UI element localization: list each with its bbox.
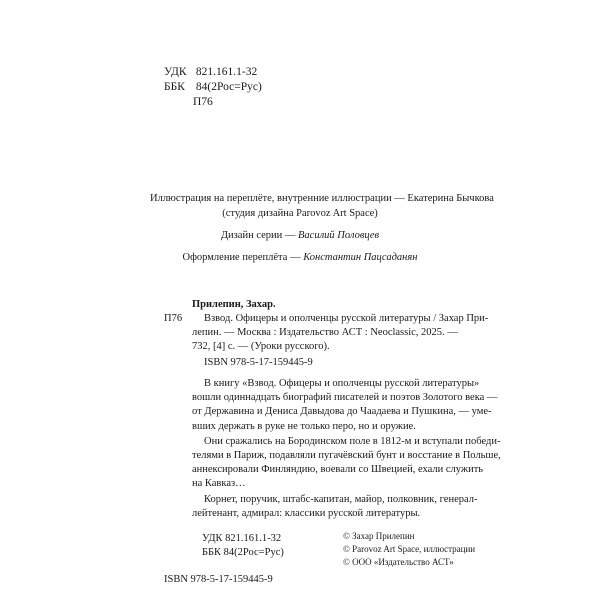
annotation-line: на Кавказ…	[192, 478, 246, 490]
illustration-credit-line2: (студия дизайна Parovoz Art Space)	[222, 208, 378, 219]
annotation-line: Они сражались на Бородинском поле в 1812-м и вступали победи-	[204, 435, 501, 447]
bbk-value: 84(2Рос=Рус)	[195, 81, 262, 93]
bottom-isbn: ISBN 978-5-17-159445-9	[164, 574, 273, 585]
bottom-codes-block	[202, 532, 284, 560]
copyright-line: © ООО «Издательство АСТ»	[343, 557, 454, 567]
bottom-bbk: ББК 84(2Рос=Рус)	[202, 547, 284, 559]
bbk-row	[164, 80, 262, 95]
catalog-author-mark: П76	[164, 313, 183, 324]
series-design-name: Василий Половцев	[298, 230, 380, 241]
catalog-description	[192, 312, 488, 370]
annotation-line: лейтенант, адмирал: классики русской литературы.	[192, 507, 421, 519]
description-line: 732, [4] с. — (Уроки русского).	[192, 341, 330, 353]
annotation-block	[192, 377, 501, 521]
udk-label: УДК	[164, 66, 187, 78]
udk-value: 821.161.1-32	[195, 66, 258, 78]
annotation-paragraph-2	[192, 435, 501, 492]
bbk-label: ББК	[164, 81, 185, 93]
top-codes-block	[164, 65, 262, 110]
cover-design-prefix: Оформление переплёта —	[182, 252, 304, 263]
credits-block	[150, 191, 494, 265]
annotation-paragraph-3	[192, 493, 501, 521]
series-design-credit	[150, 228, 450, 243]
udk-row	[164, 65, 262, 80]
annotation-paragraph-1	[192, 377, 501, 434]
catalog-isbn: ISBN 978-5-17-159445-9	[204, 356, 313, 368]
copyright-line: © Захар Прилепин	[343, 531, 415, 541]
description-line: лепин. — Москва : Издательство АСТ : Neoclassic, 2025. —	[192, 327, 458, 339]
annotation-line: вших держать в руке не только перо, но и оружие.	[192, 420, 416, 432]
description-line: Взвод. Офицеры и ополченцы русской литературы / Захар При-	[204, 313, 489, 324]
illustration-credit-line1: Иллюстрация на переплёте, внутренние иллюстрации — Екатерина Бычкова	[150, 193, 494, 204]
annotation-line: аннексировали Финляндию, воевали со Швецией, ехали служить	[192, 464, 484, 476]
copyright-line: © Parovoz Art Space, иллюстрации	[343, 544, 476, 554]
top-author-mark: П76	[193, 96, 213, 108]
annotation-line: от Державина и Дениса Давыдова до Чаадаева и Пушкина, — уме-	[192, 406, 492, 418]
author-heading: Прилепин, Захар.	[192, 299, 276, 310]
annotation-line: вошли одиннадцать биографий писателей и поэтов Золотого века —	[192, 392, 498, 404]
annotation-line: телями в Париж, подавляли пугачёвский бунт и восстание в Польше,	[192, 450, 501, 462]
series-design-prefix: Дизайн серии —	[220, 230, 299, 241]
annotation-line: Корнет, поручик, штабс-капитан, майор, полковник, генерал-	[204, 493, 478, 505]
copyright-block	[343, 530, 475, 569]
cover-design-credit	[150, 250, 450, 265]
cover-design-name: Константин Пацсаданян	[303, 252, 418, 263]
bottom-udk: УДК 821.161.1-32	[202, 533, 282, 544]
annotation-line: В книгу «Взвод. Офицеры и ополченцы русской литературы»	[204, 378, 480, 389]
